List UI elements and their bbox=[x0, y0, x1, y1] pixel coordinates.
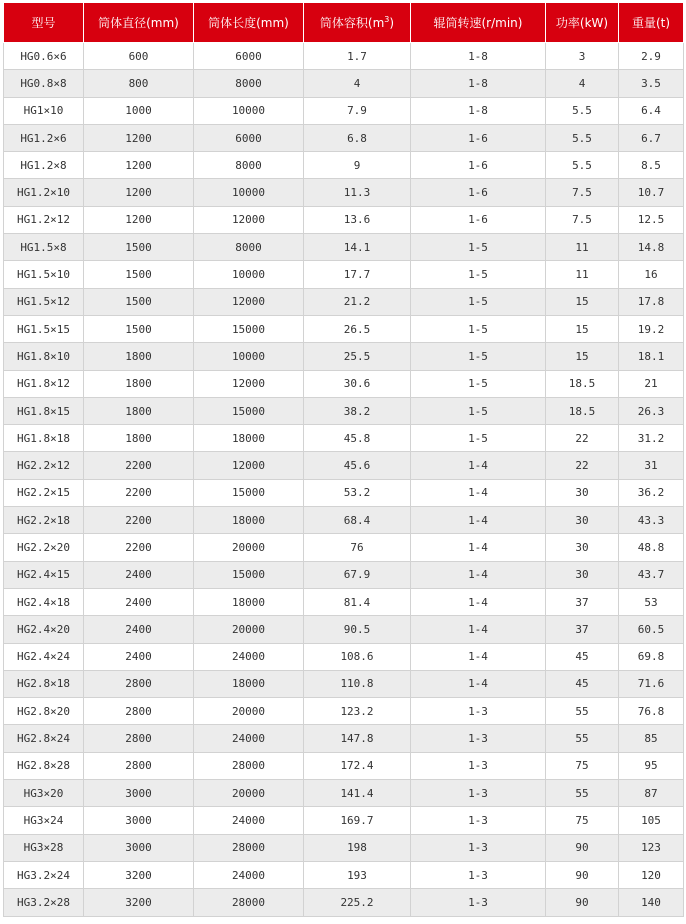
cell-diameter: 1200 bbox=[84, 206, 194, 233]
table-row bbox=[4, 97, 684, 124]
cell-model: HG2.4×24 bbox=[4, 643, 84, 670]
cell-weight: 14.8 bbox=[619, 234, 684, 261]
cell-weight: 8.5 bbox=[619, 152, 684, 179]
cell-power: 30 bbox=[546, 479, 619, 506]
cell-speed: 1-3 bbox=[411, 861, 546, 888]
cell-length: 15000 bbox=[194, 397, 304, 424]
cell-weight: 48.8 bbox=[619, 534, 684, 561]
table-row bbox=[4, 124, 684, 151]
cell-weight: 76.8 bbox=[619, 698, 684, 725]
cell-speed: 1-4 bbox=[411, 561, 546, 588]
col-header-weight bbox=[619, 3, 684, 43]
table-row bbox=[4, 780, 684, 807]
cell-volume: 11.3 bbox=[304, 179, 411, 206]
cell-length: 15000 bbox=[194, 315, 304, 342]
cell-model: HG1.2×10 bbox=[4, 179, 84, 206]
cell-speed: 1-5 bbox=[411, 425, 546, 452]
cell-power: 4 bbox=[546, 70, 619, 97]
header-label: 筒体容积(m bbox=[319, 16, 385, 30]
cell-volume: 147.8 bbox=[304, 725, 411, 752]
table-row bbox=[4, 206, 684, 233]
table-row bbox=[4, 725, 684, 752]
cell-length: 28000 bbox=[194, 834, 304, 861]
cell-power: 7.5 bbox=[546, 179, 619, 206]
cell-speed: 1-6 bbox=[411, 179, 546, 206]
cell-diameter: 2200 bbox=[84, 452, 194, 479]
cell-length: 20000 bbox=[194, 534, 304, 561]
table-row bbox=[4, 234, 684, 261]
cell-speed: 1-3 bbox=[411, 807, 546, 834]
cell-diameter: 2400 bbox=[84, 561, 194, 588]
cell-length: 24000 bbox=[194, 861, 304, 888]
cell-weight: 71.6 bbox=[619, 670, 684, 697]
cell-model: HG2.4×20 bbox=[4, 616, 84, 643]
cell-weight: 6.4 bbox=[619, 97, 684, 124]
cell-weight: 18.1 bbox=[619, 343, 684, 370]
cell-weight: 87 bbox=[619, 780, 684, 807]
cell-power: 90 bbox=[546, 889, 619, 916]
cell-model: HG0.8×8 bbox=[4, 70, 84, 97]
cell-power: 5.5 bbox=[546, 124, 619, 151]
cell-model: HG2.8×18 bbox=[4, 670, 84, 697]
cell-diameter: 2200 bbox=[84, 507, 194, 534]
cell-diameter: 3200 bbox=[84, 861, 194, 888]
cell-power: 75 bbox=[546, 752, 619, 779]
cell-speed: 1-5 bbox=[411, 234, 546, 261]
cell-diameter: 1000 bbox=[84, 97, 194, 124]
col-header-volume bbox=[304, 3, 411, 43]
cell-diameter: 1800 bbox=[84, 425, 194, 452]
cell-power: 22 bbox=[546, 452, 619, 479]
cell-volume: 13.6 bbox=[304, 206, 411, 233]
cell-length: 12000 bbox=[194, 206, 304, 233]
cell-model: HG1.8×15 bbox=[4, 397, 84, 424]
cell-speed: 1-3 bbox=[411, 725, 546, 752]
cell-speed: 1-5 bbox=[411, 315, 546, 342]
cell-length: 28000 bbox=[194, 889, 304, 916]
cell-volume: 30.6 bbox=[304, 370, 411, 397]
table-row bbox=[4, 179, 684, 206]
cell-weight: 36.2 bbox=[619, 479, 684, 506]
table-row bbox=[4, 698, 684, 725]
cell-length: 15000 bbox=[194, 479, 304, 506]
cell-power: 30 bbox=[546, 507, 619, 534]
cell-speed: 1-5 bbox=[411, 261, 546, 288]
cell-speed: 1-5 bbox=[411, 397, 546, 424]
header-superscript: 3 bbox=[384, 15, 390, 24]
cell-volume: 25.5 bbox=[304, 343, 411, 370]
cell-power: 5.5 bbox=[546, 152, 619, 179]
cell-power: 45 bbox=[546, 643, 619, 670]
table-row bbox=[4, 370, 684, 397]
cell-diameter: 2800 bbox=[84, 670, 194, 697]
header-label: 辊筒转速(r/min) bbox=[433, 16, 523, 30]
cell-length: 20000 bbox=[194, 780, 304, 807]
table-row bbox=[4, 507, 684, 534]
cell-weight: 31 bbox=[619, 452, 684, 479]
table-row bbox=[4, 561, 684, 588]
cell-model: HG3.2×24 bbox=[4, 861, 84, 888]
cell-power: 37 bbox=[546, 588, 619, 615]
cell-volume: 76 bbox=[304, 534, 411, 561]
cell-power: 37 bbox=[546, 616, 619, 643]
cell-diameter: 2400 bbox=[84, 616, 194, 643]
cell-model: HG3.2×28 bbox=[4, 889, 84, 916]
cell-length: 12000 bbox=[194, 288, 304, 315]
table-body bbox=[4, 43, 684, 917]
cell-length: 6000 bbox=[194, 43, 304, 70]
cell-weight: 6.7 bbox=[619, 124, 684, 151]
cell-length: 24000 bbox=[194, 725, 304, 752]
table-row bbox=[4, 288, 684, 315]
cell-volume: 14.1 bbox=[304, 234, 411, 261]
table-row bbox=[4, 343, 684, 370]
cell-power: 55 bbox=[546, 780, 619, 807]
cell-diameter: 1500 bbox=[84, 315, 194, 342]
cell-diameter: 800 bbox=[84, 70, 194, 97]
header-row bbox=[4, 3, 684, 43]
cell-volume: 108.6 bbox=[304, 643, 411, 670]
cell-weight: 12.5 bbox=[619, 206, 684, 233]
cell-model: HG1.2×8 bbox=[4, 152, 84, 179]
table-row bbox=[4, 807, 684, 834]
cell-weight: 17.8 bbox=[619, 288, 684, 315]
cell-power: 15 bbox=[546, 343, 619, 370]
cell-speed: 1-4 bbox=[411, 534, 546, 561]
cell-weight: 43.7 bbox=[619, 561, 684, 588]
header-label: 型号 bbox=[31, 16, 56, 30]
cell-power: 30 bbox=[546, 534, 619, 561]
cell-volume: 81.4 bbox=[304, 588, 411, 615]
cell-length: 18000 bbox=[194, 588, 304, 615]
cell-volume: 90.5 bbox=[304, 616, 411, 643]
table-row bbox=[4, 452, 684, 479]
cell-power: 15 bbox=[546, 288, 619, 315]
cell-volume: 1.7 bbox=[304, 43, 411, 70]
cell-speed: 1-3 bbox=[411, 698, 546, 725]
cell-speed: 1-8 bbox=[411, 43, 546, 70]
cell-length: 8000 bbox=[194, 234, 304, 261]
cell-power: 22 bbox=[546, 425, 619, 452]
cell-speed: 1-6 bbox=[411, 206, 546, 233]
table-header bbox=[4, 3, 684, 43]
cell-diameter: 1500 bbox=[84, 288, 194, 315]
cell-diameter: 2200 bbox=[84, 479, 194, 506]
cell-length: 20000 bbox=[194, 698, 304, 725]
header-label-suffix: ) bbox=[389, 16, 395, 30]
cell-model: HG1.2×6 bbox=[4, 124, 84, 151]
cell-weight: 43.3 bbox=[619, 507, 684, 534]
table-row bbox=[4, 70, 684, 97]
cell-weight: 140 bbox=[619, 889, 684, 916]
cell-length: 8000 bbox=[194, 152, 304, 179]
table-row bbox=[4, 479, 684, 506]
cell-volume: 45.8 bbox=[304, 425, 411, 452]
cell-weight: 2.9 bbox=[619, 43, 684, 70]
table-row bbox=[4, 315, 684, 342]
cell-length: 12000 bbox=[194, 452, 304, 479]
cell-volume: 53.2 bbox=[304, 479, 411, 506]
cell-model: HG1.5×12 bbox=[4, 288, 84, 315]
cell-power: 30 bbox=[546, 561, 619, 588]
cell-speed: 1-4 bbox=[411, 670, 546, 697]
cell-model: HG2.2×18 bbox=[4, 507, 84, 534]
cell-length: 10000 bbox=[194, 261, 304, 288]
table-row bbox=[4, 670, 684, 697]
cell-length: 10000 bbox=[194, 97, 304, 124]
cell-diameter: 600 bbox=[84, 43, 194, 70]
cell-speed: 1-4 bbox=[411, 588, 546, 615]
cell-power: 45 bbox=[546, 670, 619, 697]
cell-diameter: 2800 bbox=[84, 752, 194, 779]
cell-weight: 3.5 bbox=[619, 70, 684, 97]
table-row bbox=[4, 861, 684, 888]
cell-speed: 1-3 bbox=[411, 889, 546, 916]
cell-model: HG2.2×12 bbox=[4, 452, 84, 479]
cell-weight: 16 bbox=[619, 261, 684, 288]
cell-model: HG2.4×15 bbox=[4, 561, 84, 588]
cell-length: 8000 bbox=[194, 70, 304, 97]
cell-power: 18.5 bbox=[546, 370, 619, 397]
cell-model: HG2.8×28 bbox=[4, 752, 84, 779]
cell-diameter: 2800 bbox=[84, 698, 194, 725]
col-header-speed bbox=[411, 3, 546, 43]
header-label: 重量(t) bbox=[631, 16, 671, 30]
cell-diameter: 2200 bbox=[84, 534, 194, 561]
table-row bbox=[4, 752, 684, 779]
cell-volume: 26.5 bbox=[304, 315, 411, 342]
cell-diameter: 1800 bbox=[84, 343, 194, 370]
cell-length: 20000 bbox=[194, 616, 304, 643]
cell-length: 18000 bbox=[194, 670, 304, 697]
cell-weight: 60.5 bbox=[619, 616, 684, 643]
cell-diameter: 1800 bbox=[84, 370, 194, 397]
cell-weight: 95 bbox=[619, 752, 684, 779]
table-row bbox=[4, 643, 684, 670]
col-header-model bbox=[4, 3, 84, 43]
cell-diameter: 1200 bbox=[84, 124, 194, 151]
cell-model: HG1.5×10 bbox=[4, 261, 84, 288]
cell-weight: 120 bbox=[619, 861, 684, 888]
cell-power: 90 bbox=[546, 861, 619, 888]
cell-model: HG1.8×10 bbox=[4, 343, 84, 370]
cell-speed: 1-8 bbox=[411, 70, 546, 97]
cell-model: HG1.2×12 bbox=[4, 206, 84, 233]
cell-model: HG2.2×20 bbox=[4, 534, 84, 561]
cell-power: 75 bbox=[546, 807, 619, 834]
cell-speed: 1-6 bbox=[411, 124, 546, 151]
cell-volume: 9 bbox=[304, 152, 411, 179]
cell-diameter: 1200 bbox=[84, 179, 194, 206]
cell-speed: 1-6 bbox=[411, 152, 546, 179]
cell-power: 11 bbox=[546, 234, 619, 261]
table-row bbox=[4, 616, 684, 643]
cell-weight: 19.2 bbox=[619, 315, 684, 342]
table-row bbox=[4, 43, 684, 70]
cell-weight: 10.7 bbox=[619, 179, 684, 206]
col-header-diameter bbox=[84, 3, 194, 43]
cell-length: 24000 bbox=[194, 807, 304, 834]
cell-speed: 1-4 bbox=[411, 479, 546, 506]
cell-diameter: 2800 bbox=[84, 725, 194, 752]
cell-power: 55 bbox=[546, 725, 619, 752]
cell-volume: 225.2 bbox=[304, 889, 411, 916]
col-header-length bbox=[194, 3, 304, 43]
cell-power: 3 bbox=[546, 43, 619, 70]
cell-length: 6000 bbox=[194, 124, 304, 151]
header-label: 筒体长度(mm) bbox=[208, 16, 289, 30]
cell-power: 15 bbox=[546, 315, 619, 342]
cell-length: 10000 bbox=[194, 343, 304, 370]
cell-diameter: 2400 bbox=[84, 588, 194, 615]
cell-power: 11 bbox=[546, 261, 619, 288]
cell-volume: 6.8 bbox=[304, 124, 411, 151]
header-label: 筒体直径(mm) bbox=[98, 16, 179, 30]
cell-diameter: 1200 bbox=[84, 152, 194, 179]
cell-power: 7.5 bbox=[546, 206, 619, 233]
cell-power: 90 bbox=[546, 834, 619, 861]
cell-model: HG2.8×20 bbox=[4, 698, 84, 725]
cell-volume: 67.9 bbox=[304, 561, 411, 588]
cell-power: 5.5 bbox=[546, 97, 619, 124]
cell-volume: 172.4 bbox=[304, 752, 411, 779]
cell-diameter: 2400 bbox=[84, 643, 194, 670]
cell-weight: 21 bbox=[619, 370, 684, 397]
cell-weight: 31.2 bbox=[619, 425, 684, 452]
cell-length: 12000 bbox=[194, 370, 304, 397]
cell-model: HG1.8×18 bbox=[4, 425, 84, 452]
table-row bbox=[4, 588, 684, 615]
cell-volume: 68.4 bbox=[304, 507, 411, 534]
cell-length: 18000 bbox=[194, 507, 304, 534]
cell-diameter: 1800 bbox=[84, 397, 194, 424]
table-row bbox=[4, 425, 684, 452]
cell-model: HG0.6×6 bbox=[4, 43, 84, 70]
spec-table bbox=[3, 2, 684, 917]
cell-power: 55 bbox=[546, 698, 619, 725]
cell-model: HG3×20 bbox=[4, 780, 84, 807]
cell-speed: 1-5 bbox=[411, 370, 546, 397]
cell-weight: 105 bbox=[619, 807, 684, 834]
table-row bbox=[4, 152, 684, 179]
cell-volume: 198 bbox=[304, 834, 411, 861]
cell-speed: 1-3 bbox=[411, 752, 546, 779]
table-row bbox=[4, 261, 684, 288]
cell-length: 18000 bbox=[194, 425, 304, 452]
cell-diameter: 3000 bbox=[84, 780, 194, 807]
cell-model: HG2.8×24 bbox=[4, 725, 84, 752]
cell-length: 10000 bbox=[194, 179, 304, 206]
cell-volume: 21.2 bbox=[304, 288, 411, 315]
cell-model: HG1.5×8 bbox=[4, 234, 84, 261]
cell-length: 15000 bbox=[194, 561, 304, 588]
cell-speed: 1-4 bbox=[411, 452, 546, 479]
cell-model: HG1×10 bbox=[4, 97, 84, 124]
cell-volume: 7.9 bbox=[304, 97, 411, 124]
cell-speed: 1-4 bbox=[411, 507, 546, 534]
table-row bbox=[4, 834, 684, 861]
cell-volume: 141.4 bbox=[304, 780, 411, 807]
cell-speed: 1-4 bbox=[411, 616, 546, 643]
col-header-power bbox=[546, 3, 619, 43]
cell-speed: 1-4 bbox=[411, 643, 546, 670]
cell-volume: 169.7 bbox=[304, 807, 411, 834]
cell-model: HG1.8×12 bbox=[4, 370, 84, 397]
table-row bbox=[4, 397, 684, 424]
cell-volume: 193 bbox=[304, 861, 411, 888]
cell-diameter: 1500 bbox=[84, 261, 194, 288]
cell-diameter: 3200 bbox=[84, 889, 194, 916]
cell-speed: 1-8 bbox=[411, 97, 546, 124]
cell-volume: 38.2 bbox=[304, 397, 411, 424]
cell-speed: 1-3 bbox=[411, 780, 546, 807]
cell-model: HG2.2×15 bbox=[4, 479, 84, 506]
cell-diameter: 3000 bbox=[84, 834, 194, 861]
cell-speed: 1-5 bbox=[411, 343, 546, 370]
cell-length: 24000 bbox=[194, 643, 304, 670]
table-row bbox=[4, 889, 684, 916]
cell-model: HG1.5×15 bbox=[4, 315, 84, 342]
cell-weight: 26.3 bbox=[619, 397, 684, 424]
cell-volume: 110.8 bbox=[304, 670, 411, 697]
header-label: 功率(kW) bbox=[555, 16, 609, 30]
cell-weight: 123 bbox=[619, 834, 684, 861]
cell-volume: 45.6 bbox=[304, 452, 411, 479]
cell-volume: 4 bbox=[304, 70, 411, 97]
cell-speed: 1-5 bbox=[411, 288, 546, 315]
cell-power: 18.5 bbox=[546, 397, 619, 424]
cell-model: HG3×28 bbox=[4, 834, 84, 861]
cell-weight: 69.8 bbox=[619, 643, 684, 670]
table-row bbox=[4, 534, 684, 561]
cell-diameter: 3000 bbox=[84, 807, 194, 834]
cell-volume: 17.7 bbox=[304, 261, 411, 288]
cell-diameter: 1500 bbox=[84, 234, 194, 261]
cell-weight: 53 bbox=[619, 588, 684, 615]
cell-weight: 85 bbox=[619, 725, 684, 752]
cell-length: 28000 bbox=[194, 752, 304, 779]
cell-volume: 123.2 bbox=[304, 698, 411, 725]
cell-model: HG3×24 bbox=[4, 807, 84, 834]
cell-speed: 1-3 bbox=[411, 834, 546, 861]
cell-model: HG2.4×18 bbox=[4, 588, 84, 615]
